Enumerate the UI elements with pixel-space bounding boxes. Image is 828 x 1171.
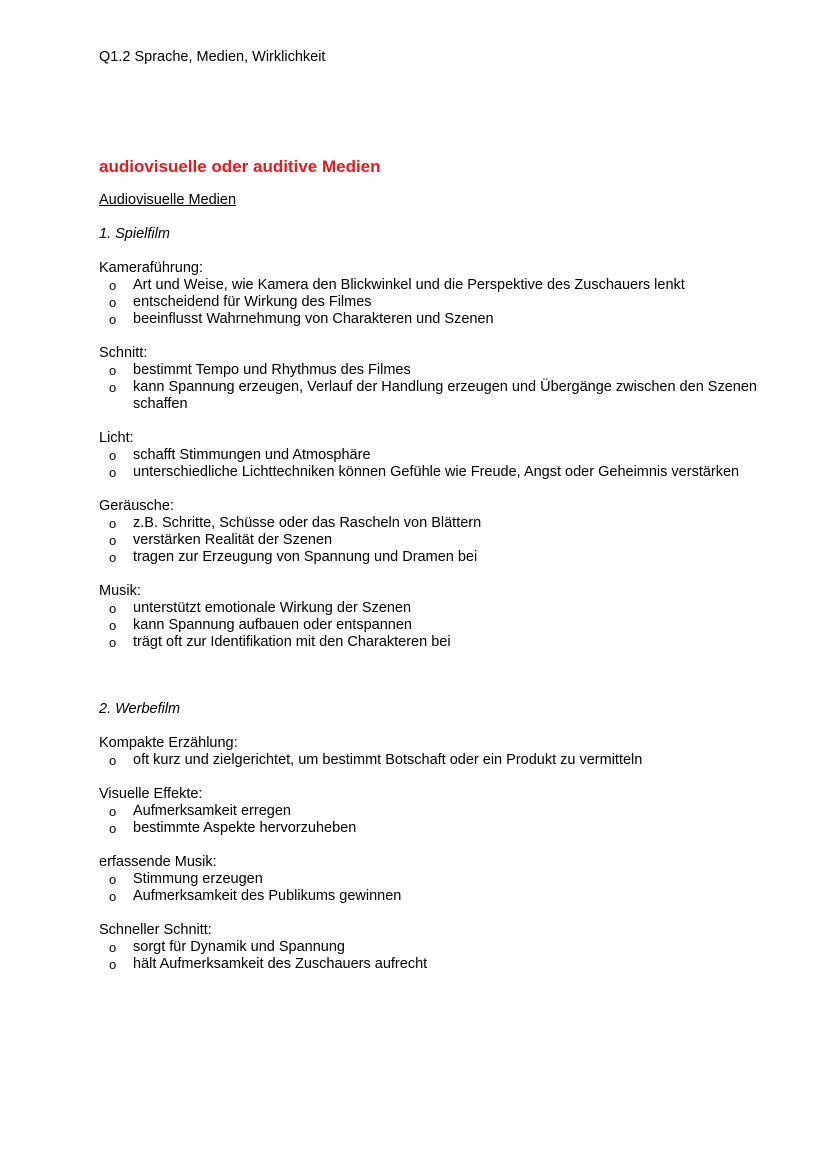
circle-bullet-icon: o: [109, 618, 117, 633]
list-item-text: oft kurz und zielgerichtet, um bestimmt Botschaft oder ein Produkt zu vermitteln: [133, 752, 643, 768]
list-item: [99, 464, 789, 481]
bullet-list: [99, 515, 789, 566]
circle-bullet-icon: o: [109, 363, 117, 378]
list-item: [99, 600, 789, 617]
document-body: [99, 157, 789, 973]
list-item: [99, 752, 789, 769]
bullet-list: [99, 277, 789, 328]
bullet-list: [99, 939, 789, 973]
bullet-list: [99, 752, 789, 769]
circle-bullet-icon: o: [109, 804, 117, 819]
circle-bullet-icon: o: [109, 889, 117, 904]
subsection-label: erfassende Musik:: [99, 854, 217, 870]
bullet-list: [99, 362, 789, 413]
list-item: [99, 956, 789, 973]
main-title: audiovisuelle oder auditive Medien: [99, 157, 381, 176]
subsection-label: Schneller Schnitt:: [99, 922, 212, 938]
list-item: [99, 277, 789, 294]
subsection-label: Kompakte Erzählung:: [99, 735, 238, 751]
list-item-text: tragen zur Erzeugung von Spannung und Dramen bei: [133, 549, 478, 565]
circle-bullet-icon: o: [109, 448, 117, 463]
list-item: [99, 311, 789, 328]
list-item-text: verstärken Realität der Szenen: [133, 532, 333, 548]
list-item: [99, 549, 789, 566]
list-item: [99, 515, 789, 532]
list-item-text: kann Spannung erzeugen, Verlauf der Handlung erzeugen und Übergänge zwischen den Szenen schaffen: [133, 379, 757, 412]
section-1: [99, 226, 789, 651]
circle-bullet-icon: o: [109, 940, 117, 955]
list-item-text: bestimmte Aspekte hervorzuheben: [133, 820, 357, 836]
circle-bullet-icon: o: [109, 295, 117, 310]
list-item-text: Stimmung erzeugen: [133, 871, 263, 887]
list-item: [99, 634, 789, 651]
sections-container: [99, 226, 789, 973]
list-item-text: Art und Weise, wie Kamera den Blickwinkel und die Perspektive des Zuschauers lenkt: [133, 277, 685, 293]
subsection: [99, 922, 789, 973]
list-item-text: beeinflusst Wahrnehmung von Charakteren und Szenen: [133, 311, 494, 327]
list-item-text: hält Aufmerksamkeit des Zuschauers aufrecht: [133, 956, 428, 972]
subsection-label: Visuelle Effekte:: [99, 786, 203, 802]
list-item-text: unterstützt emotionale Wirkung der Szenen: [133, 600, 412, 616]
subsection: [99, 854, 789, 905]
section-2: [99, 701, 789, 973]
circle-bullet-icon: o: [109, 516, 117, 531]
list-item: [99, 617, 789, 634]
circle-bullet-icon: o: [109, 312, 117, 327]
list-item-text: trägt oft zur Identifikation mit den Charakteren bei: [133, 634, 451, 650]
section-heading: 2. Werbefilm: [99, 701, 181, 717]
list-item-text: unterschiedliche Lichttechniken können Gefühle wie Freude, Angst oder Geheimnis verstärken: [133, 464, 740, 480]
circle-bullet-icon: o: [109, 278, 117, 293]
list-item-text: sorgt für Dynamik und Spannung: [133, 939, 345, 955]
section-heading: 1. Spielfilm: [99, 226, 170, 242]
list-item-text: schafft Stimmungen und Atmosphäre: [133, 447, 371, 463]
list-item-text: kann Spannung aufbauen oder entspannen: [133, 617, 412, 633]
circle-bullet-icon: o: [109, 601, 117, 616]
bullet-list: [99, 803, 789, 837]
circle-bullet-icon: o: [109, 957, 117, 972]
list-item: [99, 294, 789, 311]
list-item: [99, 379, 789, 413]
circle-bullet-icon: o: [109, 465, 117, 480]
list-item: [99, 362, 789, 379]
subsection: [99, 345, 789, 413]
circle-bullet-icon: o: [109, 753, 117, 768]
list-item-text: bestimmt Tempo und Rhythmus des Filmes: [133, 362, 411, 378]
subsection-label: Licht:: [99, 430, 134, 446]
list-item: [99, 820, 789, 837]
subsection: [99, 260, 789, 328]
subsection: [99, 498, 789, 566]
subtitle: Audiovisuelle Medien: [99, 192, 237, 208]
subsection: [99, 430, 789, 481]
circle-bullet-icon: o: [109, 380, 117, 395]
list-item-text: entscheidend für Wirkung des Filmes: [133, 294, 372, 310]
bullet-list: [99, 600, 789, 651]
list-item: [99, 532, 789, 549]
list-item-text: z.B. Schritte, Schüsse oder das Rascheln von Blättern: [133, 515, 482, 531]
list-item: [99, 871, 789, 888]
bullet-list: [99, 447, 789, 481]
list-item: [99, 939, 789, 956]
circle-bullet-icon: o: [109, 550, 117, 565]
circle-bullet-icon: o: [109, 533, 117, 548]
subsection-label: Kameraführung:: [99, 260, 203, 276]
subsection: [99, 786, 789, 837]
page-header: Q1.2 Sprache, Medien, Wirklichkeit: [99, 49, 326, 65]
subsection: [99, 583, 789, 651]
circle-bullet-icon: o: [109, 635, 117, 650]
subsection: [99, 735, 789, 769]
list-item-text: Aufmerksamkeit erregen: [133, 803, 291, 819]
subsection-label: Musik:: [99, 583, 141, 599]
list-item-text: Aufmerksamkeit des Publikums gewinnen: [133, 888, 402, 904]
list-item: [99, 888, 789, 905]
list-item: [99, 447, 789, 464]
circle-bullet-icon: o: [109, 872, 117, 887]
bullet-list: [99, 871, 789, 905]
circle-bullet-icon: o: [109, 821, 117, 836]
list-item: [99, 803, 789, 820]
subsection-label: Geräusche:: [99, 498, 174, 514]
subsection-label: Schnitt:: [99, 345, 148, 361]
